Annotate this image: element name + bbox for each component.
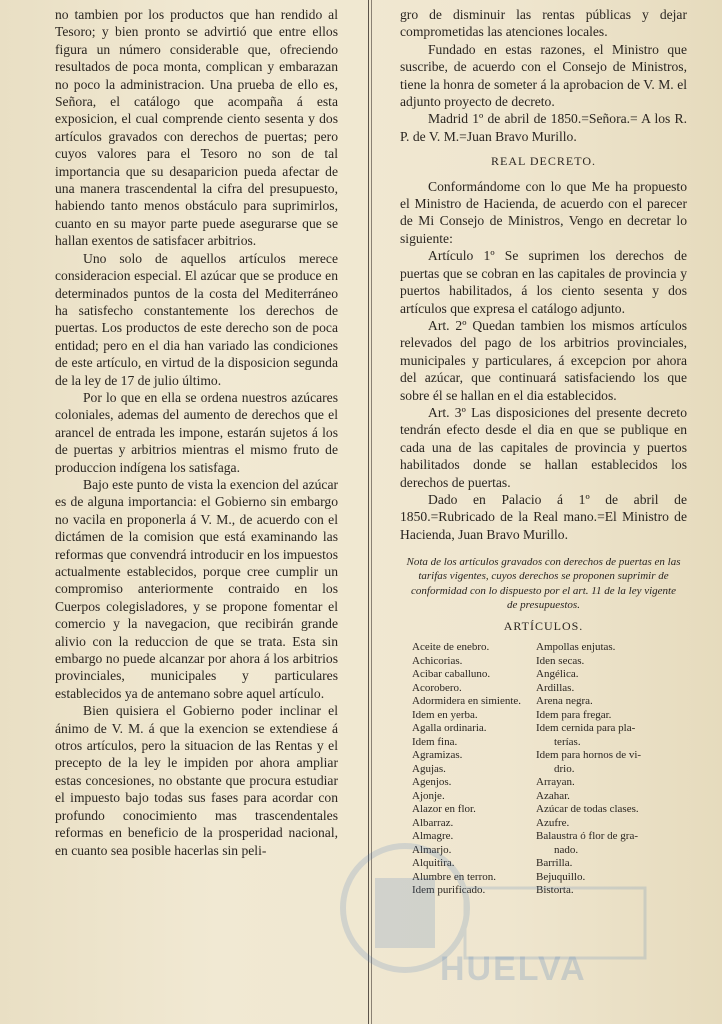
article-item: Ardillas.	[536, 681, 575, 694]
article-item: Albarraz.	[412, 816, 454, 829]
article-item: drio.	[554, 762, 575, 775]
paragraph: Uno solo de aquellos artículos merece consideracion especial. El azúcar que se produce en determinados puntos de la costa del Mediterráneo ha satisfecho constantemente los derechos de puertas. Los productos de este derecho son de poca entidad; pero en el dia han variado las condiciones de este artículo, en virtud de la disposicion segunda de la ley de 17 de julio último.	[55, 250, 338, 388]
article-item: Aceite de enebro.	[412, 641, 490, 654]
article-3: Art. 3º Las disposiciones del presente decreto tendrán efecto desde el dia en que se publique en cada una de las capitales de provincia y puertos habilitados donde se hallan establecidos los derechos de puertas.	[400, 404, 687, 490]
paragraph: Bajo este punto de vista la exencion del azúcar es de alguna importancia: el Gobierno sin embargo no vacila en proponerla á V. M., de acuerdo con el dictámen de la comision que está examinando las reformas que convendrá introducir en los impuestos actualmente establecidos, porque cree cumplir un compromiso anteriormente contraido en los Cuerpos colegisladores, y se propone fomentar el comercio y la navegacion, que recibirán grande alivio con la reduccion de que se trata. Esta sin embargo no puede alcanzar por ahora á los arbitrios provinciales, municipales y particulares establecidos ya de antemano sobre aquel artículo.	[55, 476, 338, 701]
article-item: terías.	[554, 735, 581, 748]
article-item: Agenjos.	[412, 776, 452, 789]
article-item: Bistorta.	[536, 884, 574, 897]
article-item: Agalla ordinaria.	[412, 722, 487, 735]
decree-heading: REAL DECRETO.	[491, 154, 596, 169]
paragraph: gro de disminuir las rentas públicas y dejar comprometidas las atenciones locales.	[400, 7, 687, 40]
article-item: Acibar caballuno.	[412, 668, 491, 681]
article-item: Angélica.	[536, 668, 579, 681]
paragraph: Fundado en estas razones, el Ministro que suscribe, de acuerdo con el Consejo de Ministros, tiene la honra de someter á la aprobacion de V. M. el adjunto proyecto de decreto.	[400, 41, 687, 110]
paragraph: no tambien por los productos que han rendido al Tesoro; y bien pronto se advirtió que entre ellos figura un número considerable que, ofreciendo resultados de poca monta, complican y embarazan no poco la administracion. Una prueba de ello es, Señora, el catálogo que acompaña á esta exposicion, el cual comprende ciento sesenta y dos artículos gravados con derechos de puertas; pero cuyos valores para el Tesoro no son de tal importancia que su desaparicion pueda afectar de una manera trascendental la cifra del presupuesto, habiendo tanto menos obstáculo para suprimirlos, cuanto en su mayor parte puede asegurarse que se hallan exentos de satisfacer arbitrios.	[55, 7, 338, 249]
article-item: Idem para fregar.	[536, 708, 612, 721]
article-item: Idem para hornos de vi-	[536, 749, 642, 762]
article-item: Almagre.	[412, 830, 454, 843]
right-column	[400, 6, 687, 898]
article-item: Arrayan.	[536, 776, 575, 789]
decree-signature: Dado en Palacio á 1º de abril de 1850.=Rubricado de la Real mano.=El Ministro de Hacienda, Juan Bravo Murillo.	[400, 491, 687, 542]
article-item: Azufre.	[536, 816, 570, 829]
article-item: Alumbre en terron.	[412, 870, 496, 883]
signature-line: Madrid 1º de abril de 1850.=Señora.= A los R. P. de V. M.=Juan Bravo Murillo.	[400, 111, 687, 144]
article-item: Ajonje.	[412, 789, 445, 802]
articles-note: Nota de los artículos gravados con derechos de puertas en las tarifas vigentes, cuyos derechos se proponen suprimir de conformidad con lo dispuesto por el art. 11 de la ley vigente de presupuestos.	[406, 556, 681, 611]
paragraph: Bien quisiera el Gobierno poder inclinar el ánimo de V. M. á que la exencion se extendiese á otros artículos, pero la situacion de las Rentas y el precepto de la ley le impiden por ahora ampliar estas concesiones, no obstante que procura estudiar el impuesto bajo todas sus fases para acordar con profundo conocimiento mas trascendentales reformas en beneficio de la prosperidad nacional, en cuanto sea posible hacerlas sin peli-	[55, 703, 338, 858]
article-item: Arena negra.	[536, 695, 593, 708]
article-item: Alquitira.	[412, 857, 455, 870]
article-item: Agramizas.	[412, 749, 463, 762]
article-1: Artículo 1º Se suprimen los derechos de puertas que se cobran en las capitales de provincia y puertos habilitados, á los ciento sesenta y dos artículos que expresa el catálogo adjunto.	[400, 248, 687, 316]
article-item: Idem cernida para pla-	[536, 722, 636, 735]
left-column	[55, 6, 338, 859]
article-item: Alazor en flor.	[412, 803, 476, 816]
article-item: Iden secas.	[536, 654, 585, 667]
article-item: Adormidera en simiente.	[412, 695, 522, 708]
article-item: nado.	[554, 843, 579, 856]
article-item: Achicorias.	[412, 654, 463, 667]
articles-heading: ARTÍCULOS.	[503, 619, 584, 633]
article-item: Azúcar de todas clases.	[536, 803, 639, 816]
article-item: Idem en yerba.	[412, 708, 478, 721]
article-item: Acorobero.	[412, 681, 462, 694]
article-2: Art. 2º Quedan tambien los mismos artículos relevados del pago de los arbitrios provinciales, municipales y particulares, á excepcion por ahora del azúcar, que continuará satisfaciendo los que sobre él se hallan en el dia establecidos.	[400, 317, 687, 403]
article-item: Agujas.	[412, 762, 446, 775]
article-item: Barrilla.	[536, 857, 573, 870]
article-item: Azahar.	[536, 789, 570, 802]
paragraph: Conformándome con lo que Me ha propuesto el Ministro de Hacienda, de acuerdo con el parecer de Mi Consejo de Ministros, Vengo en decretar lo siguiente:	[400, 178, 687, 246]
article-item: Almarjo.	[412, 843, 452, 856]
article-item: Balaustra ó flor de gra-	[536, 830, 639, 843]
article-item: Idem fina.	[412, 735, 458, 748]
paragraph: Por lo que en ella se ordena nuestros azúcares coloniales, ademas del aumento de derechos que el arancel de entrada les impone, estarán sujetos á los de puertas y arbitrios mientras el mismo fruto de produccion indígena los satisfaga.	[55, 389, 338, 475]
article-item: Idem purificado.	[412, 884, 486, 897]
article-item: Ampollas enjutas.	[536, 641, 616, 654]
watermark-text: HUELVA	[440, 950, 587, 988]
article-item: Bejuquillo.	[536, 870, 586, 883]
